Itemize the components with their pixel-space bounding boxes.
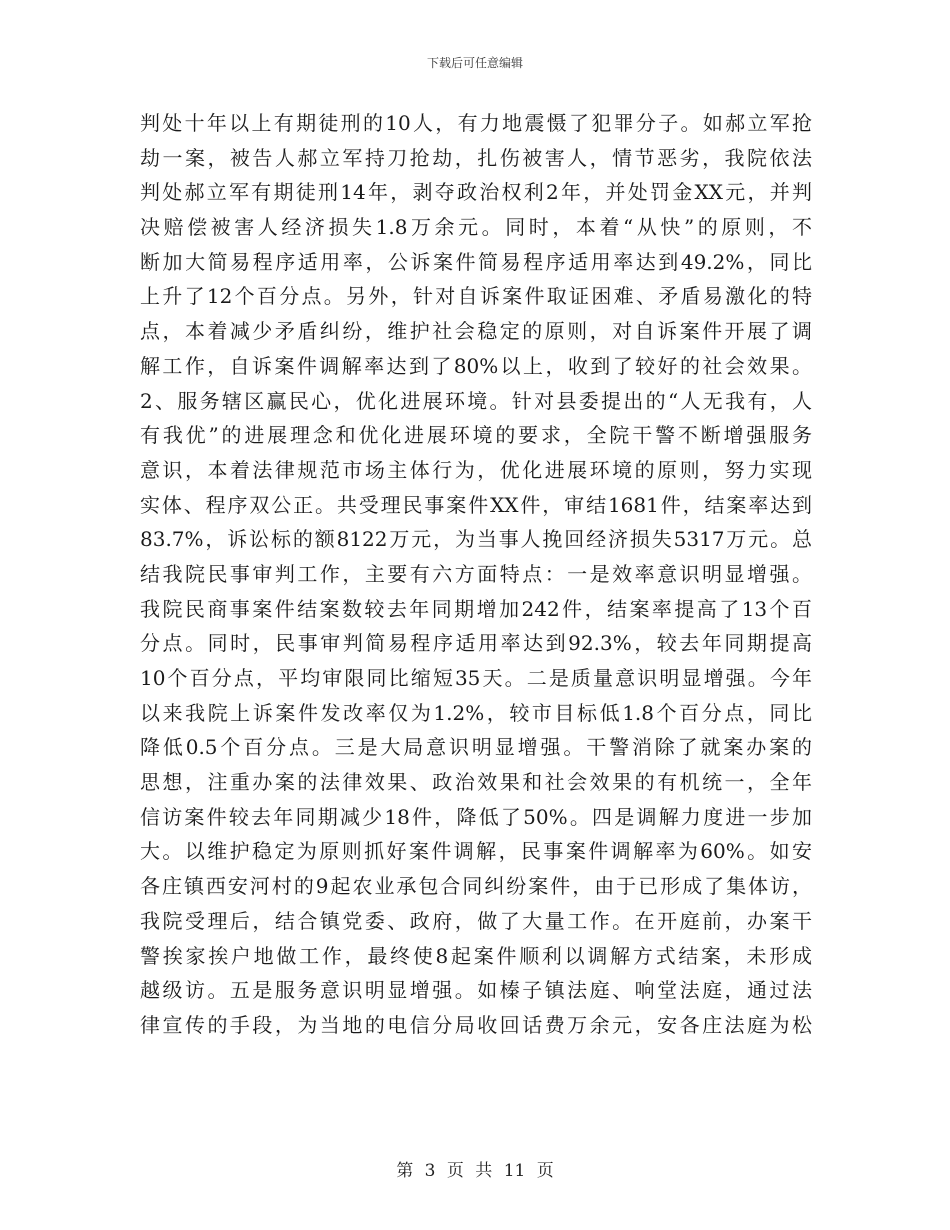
text-line: 越级访。五是服务意识明显增强。如榛子镇法庭、响堂法庭，通过法	[140, 978, 812, 1003]
text-line: 我院受理后，结合镇党委、政府，做了大量工作。在开庭前，办案干	[140, 908, 812, 933]
text-line: 各庄镇西安河村的9起农业承包合同纠纷案件，由于已形成了集体访，	[140, 874, 812, 899]
text-line: 83.7%，诉讼标的额8122万元，为当事人挽回经济损失5317万元。总	[140, 527, 812, 552]
text-line: 警挨家挨户地做工作，最终使8起案件顺利以调解方式结案，未形成	[140, 943, 812, 968]
page-number-footer: 第 3 页 共 11 页	[396, 1161, 554, 1181]
text-line: 判处郝立军有期徒刑14年，剥夺政治权利2年，并处罚金XX元，并判	[140, 180, 812, 205]
text-line: 2、服务辖区赢民心，优化进展环境。针对县委提出的“人无我有，人	[140, 388, 812, 413]
text-line: 意识，本着法律规范市场主体行为，优化进展环境的原则，努力实现	[140, 457, 812, 482]
text-line: 有我优”的进展理念和优化进展环境的要求，全院干警不断增强服务	[140, 423, 812, 448]
text-line: 判处十年以上有期徒刑的10人，有力地震慑了犯罪分子。如郝立军抢	[140, 111, 812, 135]
text-line: 我院民商事案件结案数较去年同期增加242件，结案率提高了13个百	[140, 596, 812, 621]
text-line: 断加大简易程序适用率，公诉案件简易程序适用率达到49.2%，同比	[140, 249, 812, 274]
text-line: 上升了12个百分点。另外，针对自诉案件取证困难、矛盾易激化的特	[140, 284, 812, 309]
text-line: 思想，注重办案的法律效果、政治效果和社会效果的有机统一，全年	[140, 770, 812, 795]
text-line: 律宣传的手段，为当地的电信分局收回话费万余元，安各庄法庭为松	[140, 1012, 812, 1037]
text-line: 分点。同时，民事审判简易程序适用率达到92.3%，较去年同期提高	[140, 631, 812, 656]
text-line: 降低0.5个百分点。三是大局意识明显增强。干警消除了就案办案的	[140, 735, 812, 760]
text-line: 结我院民事审判工作，主要有六方面特点：一是效率意识明显增强。	[140, 561, 812, 586]
text-line: 点，本着减少矛盾纠纷，维护社会稳定的原则，对自诉案件开展了调	[140, 319, 812, 344]
text-line: 决赔偿被害人经济损失1.8万余元。同时，本着“从快”的原则，不	[140, 215, 812, 240]
text-line: 实体、程序双公正。共受理民事案件XX件，审结1681件，结案率达到	[140, 492, 812, 517]
text-line: 以来我院上诉案件发改率仅为1.2%，较市目标低1.8个百分点，同比	[140, 700, 812, 725]
document-body	[140, 106, 812, 1043]
page-header: 下载后可任意编辑	[426, 56, 523, 70]
text-line: 解工作，自诉案件调解率达到了80%以上，收到了较好的社会效果。	[140, 353, 812, 378]
text-line: 大。以维护稳定为原则抓好案件调解，民事案件调解率为60%。如安	[140, 839, 812, 864]
text-line: 10个百分点，平均审限同比缩短35天。二是质量意识明显增强。今年	[140, 666, 812, 690]
text-line: 劫一案，被告人郝立军持刀抢劫，扎伤被害人，情节恶劣，我院依法	[140, 145, 812, 170]
text-line: 信访案件较去年同期减少18件，降低了50%。四是调解力度进一步加	[140, 804, 812, 829]
